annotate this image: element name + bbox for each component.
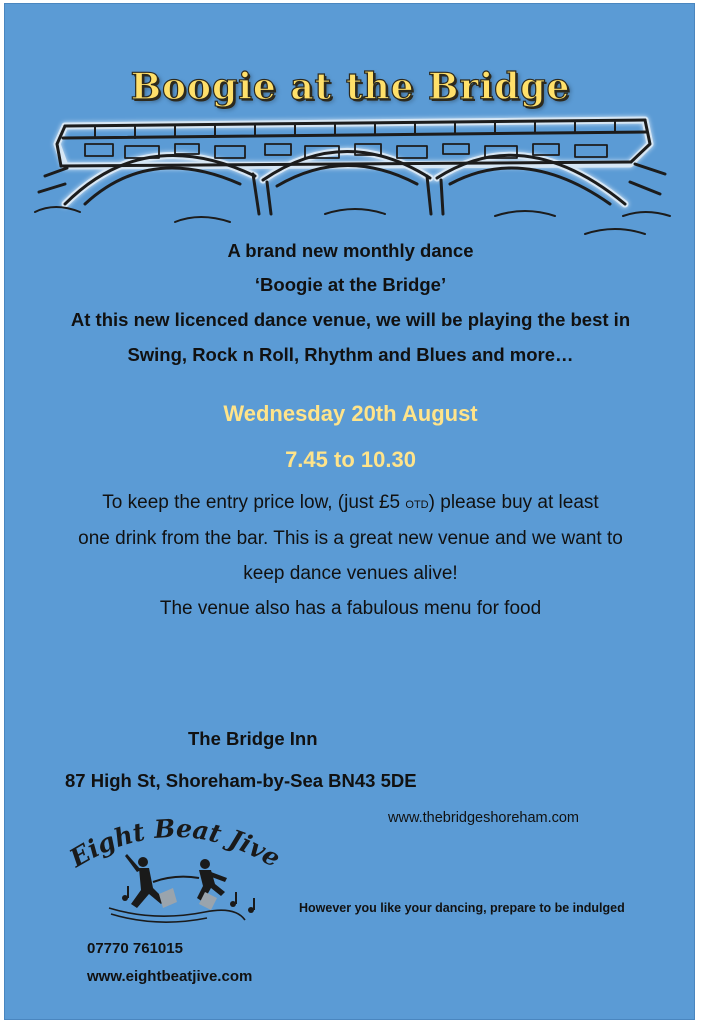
intro-line-1: A brand new monthly dance bbox=[227, 240, 474, 261]
info-line-2: one drink from the bar. This is a great new venue and we want to bbox=[78, 528, 623, 549]
organiser-website[interactable]: www.eightbeatjive.com bbox=[87, 968, 253, 985]
event-date: Wednesday 20th August bbox=[223, 401, 478, 426]
intro-line-4: Swing, Rock n Roll, Rhythm and Blues and more… bbox=[127, 344, 574, 365]
flyer bbox=[4, 3, 695, 1020]
logo-text: Eight Beat Jive bbox=[65, 813, 285, 874]
intro-line-2: ‘Boogie at the Bridge’ bbox=[254, 274, 447, 295]
intro-line-3: At this new licenced dance venue, we will be playing the best in bbox=[70, 309, 631, 330]
venue-website[interactable]: www.thebridgeshoreham.com bbox=[388, 810, 580, 826]
info-line-1: To keep the entry price low, (just £5 OTD) please buy at least bbox=[102, 492, 599, 513]
info-line-4: The venue also has a fabulous menu for food bbox=[159, 598, 542, 619]
flyer-title: Boogie at the Bridge bbox=[130, 66, 571, 108]
otd-abbreviation: OTD bbox=[405, 499, 429, 511]
eight-beat-jive-logo bbox=[65, 812, 285, 930]
organiser-phone[interactable]: 07770 761015 bbox=[87, 940, 183, 957]
venue-name: The Bridge Inn bbox=[188, 728, 318, 749]
info-line-3: keep dance venues alive! bbox=[243, 563, 458, 584]
event-time: 7.45 to 10.30 bbox=[285, 447, 416, 472]
venue-tagline: However you like your dancing, prepare to be indulged bbox=[299, 901, 625, 915]
venue-address: 87 High St, Shoreham-by-Sea BN43 5DE bbox=[65, 770, 417, 791]
